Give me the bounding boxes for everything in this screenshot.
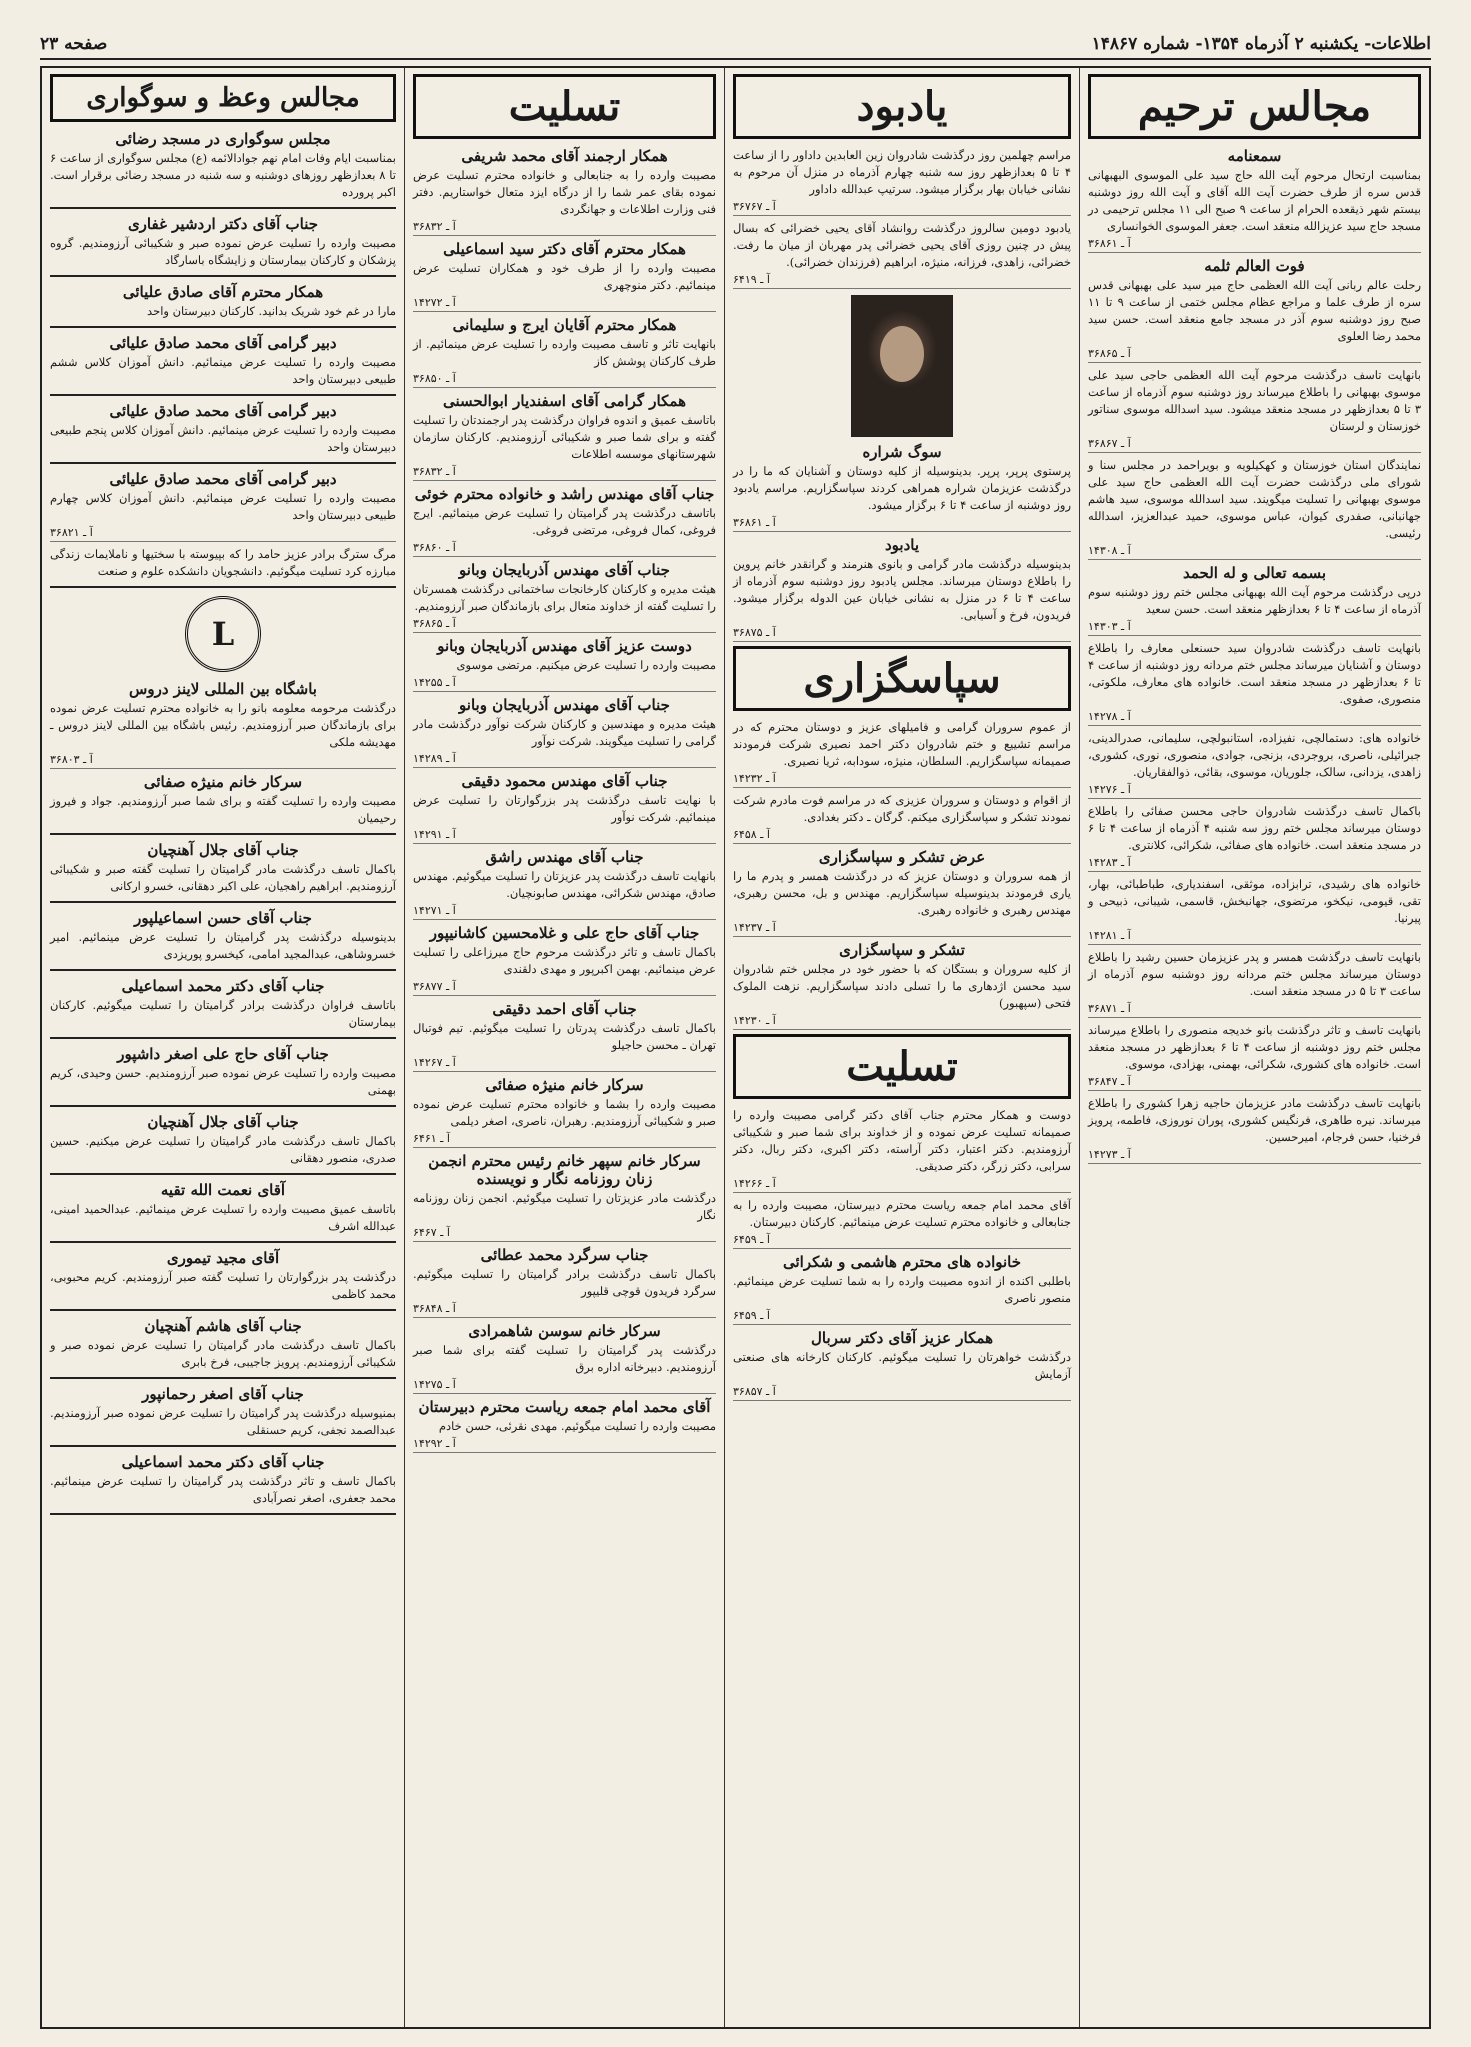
notice-heading: جناب آقای حاج علی اصغر داشپور <box>117 1045 329 1063</box>
notice-heading: همکار ارجمند آقای محمد شریفی <box>461 147 668 165</box>
notice-divider <box>50 833 396 835</box>
issue-line: اطلاعات- یکشنبه ۲ آذرماه ۱۳۵۴- شماره ۱۴۸۶۷ <box>1091 34 1431 54</box>
notice-text: درگذشت خواهرتان را تسلیت میگوئیم. کارکنان کارخانه های صنعتی آزمایش <box>733 1350 1071 1381</box>
notice-text: از کلیه سروران و بستگان که با حضور خود در مجلس ختم شادروان سید محسن اژدهاری ما را تسلی دادند سپاسگزاریم. نزهت الملوک فتحی (سپهبور) <box>733 962 1071 1010</box>
notice-item <box>413 1322 716 1394</box>
notice-item <box>50 773 396 835</box>
notice-divider <box>50 1445 396 1447</box>
notice-item <box>413 924 716 996</box>
notice-item <box>1088 730 1421 799</box>
notice-text: بانهایت تاسف درگذشت مرحوم آیت الله العظمی حاجی سید علی موسوی بهبهانی را باطلاع میرساند روز دوشنبه سوم آذرماه از ساعت ۳ تا ۵ بعدازظهر در مسجد منعقد میشود. سید اسدالله موسوی سناتور خوزستان و لرستان <box>1088 368 1422 433</box>
notice-item <box>50 1181 396 1243</box>
notice-item <box>50 1113 396 1175</box>
notice-text: مراسم چهلمین روز درگذشت شادروان زین العابدین داداور را از ساعت ۴ تا ۵ بعدازظهر روز سه شنبه چهارم آذرماه در منزل آن مرحوم به نشانی خیابان بهار برگزار میشود. سرتیپ عبدالله داداور <box>733 148 1071 196</box>
notice-code: آ ـ ۳۶۸۰۳ <box>50 753 396 769</box>
notice-code: آ ـ ۱۴۲۷۳ <box>1088 1148 1421 1164</box>
notice-heading: همکار گرامی آقای اسفندیار ابوالحسنی <box>443 392 686 410</box>
notice-text: مصیبت وارده را تسلیت عرض نموده صبر و شکیبائی آرزومندیم. گروه پزشکان و کارکنان بیمارستان و زایشگاه باسارگاد <box>50 236 396 267</box>
notice-heading: بسمه تعالی و له الحمد <box>1182 564 1327 582</box>
notice-divider <box>50 969 396 971</box>
notice-item <box>50 1045 396 1107</box>
notice-heading: دوست عزیز آقای مهندس آذربایجان وبانو <box>437 637 692 655</box>
page-header <box>40 30 1431 60</box>
notice-item <box>50 546 396 588</box>
notice-item <box>1088 1095 1421 1164</box>
column-mourning-gatherings <box>42 68 404 2027</box>
notice-heading: جناب آقای حاج علی و غلامحسین کاشانیپور <box>429 924 700 942</box>
notice-code: آ ـ ۳۶۸۶۵ <box>1088 347 1421 363</box>
notice-item <box>413 1152 716 1242</box>
notice-text: دوست و همکار محترم جناب آقای دکتر گرامی مصیبت وارده را صمیمانه تسلیت عرض نموده و از خداوند برای شما صبر و شکیبائی آرزومندیم. دکتر اعتبار، دکتر آراسته، دکتر اکبری، دکتر ربال، دکتر سرابی، دکتر زرگر، دکتر صدیقی. <box>733 1108 1071 1173</box>
notice-item <box>1088 147 1421 253</box>
notice-text: مصیبت وارده را تسلیت میگوئیم. مهدی نقرئی، حسن خادم <box>438 1419 716 1433</box>
notice-item <box>413 147 716 236</box>
notice-code: آ ـ ۶۴۱۹ <box>733 273 1071 289</box>
notice-text: باکمال تاسف درگذشت مادر گرامیتان را تسلیت گفته صبر و شکیبائی آرزومندیم. ابراهیم راهجیان، علی اکبر دهقانی، خسرو ارکانی <box>50 862 396 893</box>
notice-text: از عموم سروران گرامی و فامیلهای عزیز و دوستان محترم که در مراسم تشییع و ختم شادروان دکتر احمد نصیری شرکت فرمودند صمیمانه سپاسگزاریم. السلطان، منیژه، سودابه، ثریا نصیری. <box>733 720 1071 768</box>
notice-divider <box>50 275 396 277</box>
notice-text: مرگ سترگ برادر عزیز حامد را که بپیوسته با سختیها و ناملایمات زندگی مبارزه کرد تسلیت میگوئیم. دانشجویان دانشکده علوم و صنعت <box>50 547 396 578</box>
notice-item <box>413 1076 716 1148</box>
notice-code: آ ـ ۶۴۶۱ <box>413 1132 716 1148</box>
notice-code: آ ـ ۱۴۲۸۹ <box>413 752 716 768</box>
notice-divider <box>50 1173 396 1175</box>
notice-item <box>50 215 396 277</box>
notice-item <box>50 402 396 464</box>
notice-item <box>50 1453 396 1515</box>
notice-code: آ ـ ۳۶۸۳۲ <box>413 220 716 236</box>
notice-heading: سرکار خانم منیژه صفائی <box>485 1076 644 1094</box>
notice-item <box>733 536 1071 642</box>
notice-item <box>50 130 396 209</box>
notice-divider <box>50 1037 396 1039</box>
notice-code: آ ـ ۳۶۸۲۱ <box>50 526 396 542</box>
notice-code: آ ـ ۱۴۲۳۲ <box>733 772 1071 788</box>
notice-text: بانهایت تاسف درگذشت مادر عزیزمان حاجیه زهرا کشوری را باطلاع میرساند. نیره طاهری، فرنگیس کشوری، پوران نوروزی، فاطمه، پرویز فرخنیا، حسن فرجام، امیرحسین. <box>1088 1096 1421 1144</box>
notice-item <box>50 977 396 1039</box>
notice-heading: همکار عزیز آقای دکتر سربال <box>810 1329 993 1347</box>
notice-item <box>1088 949 1421 1018</box>
notice-text: مصیبت وارده را تسلیت گفته و برای شما صبر آرزومندیم. جواد و فیروز رحیمیان <box>50 794 396 825</box>
notice-item <box>1088 640 1421 726</box>
notice-text: نمایندگان استان خوزستان و کهکیلویه و بویراحمد در مجلس سنا و شورای ملی درگذشت حضرت آیت الله العظمی حاج سید علی موسوی بهبهانی را تسلیت میگویند. سید اسدالله موسوی، سید هاشم جهانبانی، صفدری کیوان، عباس موسوی، حمید عبدالعزیز، اسدالله رئیسی. <box>1088 458 1421 540</box>
page-number: صفحه ۲۳ <box>40 34 108 54</box>
notice-item <box>413 240 716 312</box>
notice-heading: آقای مجید تیموری <box>166 1249 280 1267</box>
notice-code: آ ـ ۳۶۷۶۷ <box>733 200 1071 216</box>
lions-club-logo-icon: L <box>185 596 261 672</box>
notice-divider <box>50 1241 396 1243</box>
notice-text: با نهایت تاسف درگذشت پدر بزرگوارتان را تسلیت عرض مینمائیم. شرکت نوآور <box>413 793 716 824</box>
notice-divider <box>50 1513 396 1515</box>
portrait-photo <box>851 295 953 437</box>
notice-heading: فوت العالم ثلمه <box>1204 257 1305 275</box>
notice-item <box>733 147 1071 216</box>
notice-code: آ ـ ۳۶۸۷۷ <box>413 980 716 996</box>
notice-text: بمناسبت ایام وفات امام نهم جوادالائمه (ع) مجلس سوگواری از ساعت ۶ تا ۸ بعدازظهر روزهای دوشنبه و سه شنبه در مسجد رضائی برقرار است. اکبر پرورده <box>50 151 396 199</box>
notice-heading: جناب آقای مهندس راشق <box>485 848 644 866</box>
notice-text: باکمال تاسف و تاثر درگذشت مرحوم حاج میرزاعلی را تسلیت عرض مینمائیم. بهمن اکبرپور و مهدی دلقندی <box>413 945 716 976</box>
notice-divider <box>50 1377 396 1379</box>
section-title: تسلیت <box>733 1034 1071 1099</box>
notice-divider <box>50 586 396 588</box>
notice-item <box>50 1249 396 1311</box>
notice-item <box>1088 876 1421 945</box>
notice-item <box>733 719 1071 788</box>
notice-heading: خانواده های محترم هاشمی و شکرائی <box>782 1253 1022 1271</box>
notice-text: باکمال تاسف و تاثر درگذشت پدر گرامیتان را تسلیت عرض مینمائیم. محمد جعفری، اصغر نصرآبادی <box>50 1474 396 1505</box>
notice-code: آ ـ ۳۶۸۶۰ <box>413 541 716 557</box>
notice-text: بدینوسیله درگذشت پدر گرامیتان را تسلیت عرض مینمائیم. امیر خسروشاهی، عبدالمجید امامی، کیخسرو پوریزدی <box>50 930 396 961</box>
section-title: یادبود <box>733 74 1071 139</box>
notice-code: آ ـ ۱۴۲۷۶ <box>1088 783 1421 799</box>
notice-item <box>50 283 396 328</box>
notice-heading: جناب آقای دکتر محمد اسماعیلی <box>121 977 325 995</box>
notice-item <box>413 1000 716 1072</box>
notice-text: رحلت عالم ربانی آیت الله العظمی حاج میر سید علی بهبهانی قدس سره از طرف علما و مراجع عظام مجلس ختمی از ساعت ۹ تا ۱۱ صبح روز دوشنبه سوم آذر در مسجد جامع منعقد است. حسن سید محمد رضا العلوی <box>1088 278 1421 343</box>
column-memorials <box>1079 68 1429 2027</box>
notice-text: بانهایت تاسف درگذشت همسر و پدر عزیزمان حسین رشید را باطلاع دوستان میرساند مجلس ختم مردانه روز دوشنبه سوم آذرماه از ساعت ۳ تا ۵ در مسجد منعقد است. <box>1088 950 1421 998</box>
notice-text: درپی درگذشت مرحوم آیت الله بهبهانی مجلس ختم روز دوشنبه سوم آذرماه از ساعت ۴ تا ۶ بعدازظهر منعقد است. حسن سعید <box>1088 585 1421 616</box>
notice-text: درگذشت پدر بزرگوارتان را تسلیت گفته صبر آرزومندیم. کریم محبوبی، محمد کاظمی <box>50 1270 396 1301</box>
notice-code: آ ـ ۱۴۲۷۱ <box>413 904 716 920</box>
notice-text: باتاسف عمیق مصیبت وارده را تسلیت عرض مینمائیم. عبدالحمید امینی، عبدالله اشرف <box>50 1202 396 1233</box>
notice-text: باکمال تاسف درگذشت مادر گرامیتان را تسلیت عرض نموده صبر و شکیبائی آرزومندیم. پرویز جاجیبی، فرخ بابری <box>50 1338 396 1369</box>
notice-heading: آقای نعمت الله تقیه <box>160 1181 286 1199</box>
notice-heading: جناب آقای مهندس محمود دقیقی <box>461 772 668 790</box>
notice-item <box>1088 457 1421 560</box>
notice-text: مصیبت وارده را تسلیت عرض مینمائیم. دانش آموزان کلاس چهارم طبیعی دبیرستان واحد <box>50 491 396 522</box>
notice-text: درگذشت پدر گرامیتان را تسلیت گفته برای شما صبر آرزومندیم. دبیرخانه اداره برق <box>413 1343 716 1374</box>
page-frame <box>40 66 1431 2029</box>
column-condolences <box>404 68 724 2027</box>
notice-code: آ ـ ۱۴۲۶۷ <box>413 1056 716 1072</box>
section-title: تسلیت <box>413 74 716 139</box>
notice-heading: عرض تشکر و سپاسگزاری <box>818 848 986 866</box>
notice-item <box>1088 803 1421 872</box>
notice-heading: سوگ شراره <box>862 443 942 461</box>
notice-text: از اقوام و دوستان و سروران عزیزی که در مراسم فوت مادرم شرکت نمودند تشکر و سپاسگزاری میکنم. گرگان ـ دکتر بغدادی. <box>733 793 1071 824</box>
notice-heading: جناب آقای دکتر محمد اسماعیلی <box>121 1453 325 1471</box>
notice-item <box>50 470 396 542</box>
notice-heading: جناب آقای جلال آهنچیان <box>147 841 299 859</box>
notice-text: خانواده های: دستمالچی، نفیزاده، استانبولچی، سلیمانی، صدرالدینی، جبرائیلی، ناصری، بروجردی، بزنجی، جوادی، منصوری، نوری، کشوری، زاهدی، یزدانی، سالک، جلوریان، موسوی، بقائی، ذوالفقاریان. <box>1088 731 1421 779</box>
notice-code: آ ـ ۱۴۲۵۵ <box>413 676 716 692</box>
notice-heading: سمعنامه <box>1227 147 1282 165</box>
notice-code: آ ـ ۳۶۸۷۱ <box>1088 1002 1421 1018</box>
notice-code: آ ـ ۱۴۳۰۳ <box>1088 620 1421 636</box>
notice-text: مصیبت وارده را تسلیت عرض مینمائیم. دانش آموزان کلاس پنجم طبیعی دبیرستان واحد <box>50 423 396 454</box>
notice-code: آ ـ ۱۴۲۷۲ <box>413 296 716 312</box>
notice-code: آ ـ ۶۴۶۷ <box>413 1226 716 1242</box>
notice-heading: مجلس سوگواری در مسجد رضائی <box>115 130 331 148</box>
notice-item <box>733 443 1071 532</box>
notice-item <box>733 1107 1071 1193</box>
notice-item <box>413 696 716 768</box>
notice-code: آ ـ ۱۴۲۸۱ <box>1088 929 1421 945</box>
notice-code: آ ـ ۱۴۲۹۲ <box>413 1437 716 1453</box>
notice-text: از همه سروران و دوستان عزیز که در درگذشت همسر و پدرم ما را یاری فرمودند بدینوسیله سپاسگزاریم. مهندس و بل، محسن رهبری، مهندس رهبری و خانواده رهبری. <box>733 869 1071 917</box>
notice-heading: سرکار خانم سوسن شاهمرادی <box>468 1322 661 1340</box>
notice-item <box>733 848 1071 937</box>
notice-item <box>733 220 1071 289</box>
notice-text: باطلبی اکنده از اندوه مصیبت وارده را به شما تسلیت عرض مینمائیم. منصور ناصری <box>733 1274 1071 1305</box>
notice-code: آ ـ ۳۶۸۴۸ <box>413 1302 716 1318</box>
notice-heading: باشگاه بین المللی لاینز دروس <box>129 680 317 698</box>
notice-heading: یادبود <box>884 536 920 554</box>
notice-item <box>50 1317 396 1379</box>
notice-item <box>1088 1022 1421 1091</box>
notice-item <box>1088 257 1421 363</box>
notice-heading: جناب آقای مهندس آذربایجان وبانو <box>459 561 670 579</box>
notice-heading: جناب آقای هاشم آهنچیان <box>144 1317 302 1335</box>
notice-divider <box>50 1309 396 1311</box>
notice-item <box>733 941 1071 1030</box>
notice-text: آقای محمد امام جمعه ریاست محترم دبیرستان، مصیبت وارده را به جنابعالی و خانواده محترم تسلیت عرض مینمائیم. کارکنان دبیرستان. <box>733 1198 1071 1229</box>
notice-item <box>413 392 716 481</box>
notice-code: آ ـ ۱۴۲۷۸ <box>1088 710 1421 726</box>
notice-item <box>413 1246 716 1318</box>
notice-code: آ ـ ۳۶۸۵۰ <box>413 372 716 388</box>
notice-item <box>733 1253 1071 1325</box>
notice-code: آ ـ ۱۴۲۸۳ <box>1088 856 1421 872</box>
notice-code: آ ـ ۳۶۸۴۷ <box>1088 1075 1421 1091</box>
notice-heading: آقای محمد امام جمعه ریاست محترم دبیرستان <box>418 1398 711 1416</box>
notice-code: آ ـ ۳۶۸۶۱ <box>733 516 1071 532</box>
notice-heading: جناب آقای اصغر رحمانپور <box>142 1385 304 1403</box>
notice-heading: سرکار خانم سپهر خانم رئیس محترم انجمن زنان روزنامه نگار و نویسنده <box>428 1152 701 1188</box>
notice-code: آ ـ ۳۶۸۶۷ <box>1088 437 1421 453</box>
notice-heading: دبیر گرامی آقای محمد صادق علیائی <box>109 470 337 488</box>
notice-item <box>50 334 396 396</box>
notice-item <box>413 637 716 692</box>
notice-divider <box>50 394 396 396</box>
notice-heading: جناب آقای دکتر اردشیر غفاری <box>127 215 319 233</box>
notice-text: باتاسف فراوان درگذشت برادر گرامیتان را تسلیت میگوئیم. کارکنان بیمارستان <box>50 998 396 1029</box>
notice-text: بمناسبت ارتحال مرحوم آیت الله حاج سید علی الموسوی البهبهانی قدس سره از طرف حضرت آیت الله آقای و آیت الله روز دوشنبه بیستم شهر ذیقعده الحرام از ساعت ۹ صبح الی ۱۱ مجلس ترحیمی در مسجد حاج سید عزیزالله منعقد است. جعفر الموسوی الخوانساری <box>1088 168 1421 233</box>
notice-code: آ ـ ۳۶۸۷۵ <box>733 626 1071 642</box>
notice-text: بانهایت تاسف درگذشت پدر عزیزتان را تسلیت میگوئیم. مهندس صادق، مهندس شکرائی، مهندس صابونچیان. <box>413 869 716 900</box>
notice-code: آ ـ ۱۴۳۰۸ <box>1088 544 1421 560</box>
notice-item <box>733 792 1071 844</box>
notice-code: آ ـ ۶۴۵۹ <box>733 1233 1071 1249</box>
notice-code: آ ـ ۱۴۲۹۱ <box>413 828 716 844</box>
section-title: مجالس ترحیم <box>1088 74 1421 139</box>
notice-text: بانهایت تاسف درگذشت شادروان سید حسنعلی معارف را باطلاع دوستان و آشنایان میرساند مجلس ختم مردانه روز دوشنبه از ساعت ۴ تا ۶ بعدازظهر در مسجد منعقد است. خانواده های معارف، ملکوتی، منصوری، صفوی. <box>1088 641 1421 706</box>
notice-text: باتاسف عمیق و اندوه فراوان درگذشت پدر ارجمندتان را تسلیت گفته و برای شما صبر و شکیبائی آرزومندیم. کارکنان سازمان شهرستانهای موسسه اطلاعات <box>413 413 716 461</box>
notice-item <box>413 772 716 844</box>
notice-heading: تشکر و سپاسگزاری <box>839 941 965 959</box>
notice-text: مصیبت وارده را به جنابعالی و خانواده محترم تسلیت عرض نموده بقای عمر شما را از درگاه ایزد متعال خواستاریم. دفتر فنی وزارت اطلاعات و جهانگردی <box>413 168 716 216</box>
notice-text: خانواده های رشیدی، ترابزاده، موثقی، اسفندیاری، طباطبائی، بهار، تقی، قیومی، نیکخو، مرتضوی، جهانبخش، قاسمی، شیبانی، ذبیحی و پیرنیا. <box>1088 877 1421 925</box>
notice-item <box>413 316 716 388</box>
notice-divider <box>50 901 396 903</box>
notice-heading: جناب آقای حسن اسماعیلپور <box>134 909 312 927</box>
notice-code: آ ـ ۱۴۲۳۰ <box>733 1014 1071 1030</box>
notice-heading: جناب آقای جلال آهنچیان <box>147 1113 299 1131</box>
notice-item <box>413 848 716 920</box>
notice-item <box>1088 367 1421 453</box>
notice-item <box>50 680 396 769</box>
section-title: مجالس وعظ و سوگواری <box>50 74 396 122</box>
notice-text: بانهایت تاسف و تاثر درگذشت بانو خدیجه منصوری را باطلاع میرساند مجلس ختم روز دوشنبه از ساعت ۴ تا ۶ بعدازظهر در مسجد منعقد است. خانواده های کشوری، شکرائی، بهمنی، بهزادی، موسوی. <box>1088 1023 1421 1071</box>
notice-heading: همکار محترم آقای صادق علیائی <box>122 283 324 301</box>
notice-code: آ ـ ۱۴۲۷۵ <box>413 1378 716 1394</box>
notice-divider <box>50 207 396 209</box>
notice-item <box>413 1398 716 1453</box>
notice-item <box>50 1385 396 1447</box>
notice-heading: جناب آقای مهندس آذربایجان وبانو <box>459 696 670 714</box>
notice-heading: همکار محترم آقایان ایرج و سلیمانی <box>452 316 677 334</box>
notice-heading: جناب سرگرد محمد عطائی <box>480 1246 649 1264</box>
notice-item <box>50 841 396 903</box>
notice-heading: همکار محترم آقای دکتر سید اسماعیلی <box>443 240 686 258</box>
notice-item <box>733 1197 1071 1249</box>
notice-divider <box>50 462 396 464</box>
notice-text: باکمال تاسف درگذشت مادر گرامیتان را تسلیت عرض میکنیم. حسین صدری، منصور دهقانی <box>50 1134 396 1165</box>
notice-text: مصیبت وارده را از طرف خود و همکاران تسلیت عرض مینمائیم. دکتر منوچهری <box>413 261 716 292</box>
notice-item <box>733 1329 1071 1401</box>
notice-text: بانهایت تاثر و تاسف مصیبت وارده را تسلیت عرض مینمائیم. از طرف کارکنان پوشش کاز <box>413 337 716 368</box>
notice-text: یادبود دومین سالروز درگذشت روانشاد آقای یحیی خضرائی که بسال پیش در چنین روزی آقای یحیی خضرائی پدر مهربان از میان ما رفت. خضرائی، زاهدی، فرزانه، منیژه، ابراهیم (فرزندان خضرائی). <box>733 221 1071 269</box>
notice-text: مصیبت وارده را تسلیت عرض میکنیم. مرتضی موسوی <box>456 658 716 672</box>
notice-text: باتاسف درگذشت پدر گرامیتان را تسلیت عرض مینمائیم. ایرج فروغی، کمال فروغی، مرتضی فروغی. <box>413 506 716 537</box>
notice-text: هیئت مدیره و مهندسین و کارکنان شرکت نوآور درگذشت مادر گرامی را تسلیت میگویند. شرکت نوآور <box>413 717 716 748</box>
notice-text: بمنیوسیله درگذشت پدر گرامیتان را تسلیت عرض نموده صبر آرزومندیم. عبدالصمد نجفی، کریم حسنقلی <box>50 1406 396 1437</box>
notice-code: آ ـ ۳۶۸۶۵ <box>413 617 716 633</box>
notice-text: درگذشت مادر عزیزتان را تسلیت میگوئیم. انجمن زنان روزنامه نگار <box>413 1191 716 1222</box>
notice-code: آ ـ ۱۴۲۶۶ <box>733 1177 1071 1193</box>
section-title: سپاسگزاری <box>733 646 1071 711</box>
notice-heading: جناب آقای احمد دقیقی <box>492 1000 637 1018</box>
notice-text: مصیبت وارده را بشما و خانواده محترم تسلیت عرض نموده صبر و شکیبائی آرزومندیم. رهبران، ناصری، اصغر دیلمی <box>413 1097 716 1128</box>
notice-item <box>413 485 716 557</box>
notice-code: آ ـ ۳۶۸۶۱ <box>1088 237 1421 253</box>
notice-item <box>50 909 396 971</box>
notice-heading: جناب آقای مهندس راشد و خانواده محترم خوئی <box>414 485 715 503</box>
notice-heading: سرکار خانم منیژه صفائی <box>143 773 303 791</box>
notice-text: پرستوی پرپر، پرپر. بدینوسیله از کلیه دوستان و آشنایان که ما را در درگذشت عزیزمان شراره همراهی کردند سپاسگزاریم. مراسم یادبود روز دوشنبه از ساعت ۴ تا ۶ برگزار میشود. <box>733 464 1071 512</box>
notice-item <box>413 561 716 633</box>
notice-text: درگذشت مرحومه معلومه بانو را به خانواده محترم تسلیت عرض نموده برای بازماندگان صبر آرزومندیم. رئیس باشگاه بین المللی لاینز دروس ـ مهدیشه ملکی <box>50 701 396 749</box>
notice-code: آ ـ ۶۴۵۹ <box>733 1309 1071 1325</box>
notice-text: باکمال تاسف درگذشت شادروان حاجی محسن صفائی را باطلاع دوستان میرساند مجلس ختم روز سه شنبه ۴ آذرماه از ساعت ۴ تا ۶ در مسجد منعقد است. خانواده های صفائی، شکرائی، کلانتری. <box>1088 804 1421 852</box>
notice-divider <box>50 1105 396 1107</box>
notice-text: باکمال تاسف درگذشت پدرتان را تسلیت میگوئیم. تیم فوتبال تهران ـ محسن حاجیلو <box>413 1021 716 1052</box>
column-remembrance <box>724 68 1079 2027</box>
notice-text: هیئت مدیره و کارکنان کارخانجات ساختمانی درگذشت همسرتان را تسلیت گفته از خداوند متعال برای بازماندگان صبر آرزومندیم. <box>413 582 716 613</box>
notice-code: آ ـ ۱۴۲۳۷ <box>733 921 1071 937</box>
notice-divider <box>50 326 396 328</box>
notice-text: مارا در غم خود شریک بدانید. کارکنان دبیرستان واحد <box>147 304 396 318</box>
notice-text: مصیبت وارده را تسلیت عرض مینمائیم. دانش آموزان کلاس ششم طبیعی دبیرستان واحد <box>50 355 396 386</box>
notice-heading: دبیر گرامی آقای محمد صادق علیائی <box>109 402 337 420</box>
notice-text: مصیبت وارده را تسلیت عرض نموده صبر آرزومندیم. حسن وحیدی، کریم بهمنی <box>50 1066 396 1097</box>
notice-heading: دبیر گرامی آقای محمد صادق علیائی <box>109 334 337 352</box>
notice-item <box>1088 564 1421 636</box>
notice-code: آ ـ ۶۴۵۸ <box>733 828 1071 844</box>
notice-code: آ ـ ۳۶۸۵۷ <box>733 1385 1071 1401</box>
notice-text: باکمال تاسف درگذشت برادر گرامیتان را تسلیت میگوئیم. سرگرد فریدون قوچی قلیپور <box>413 1267 716 1298</box>
notice-text: بدینوسیله درگذشت مادر گرامی و بانوی هنرمند و گرانقدر خانم پروین را باطلاع دوستان میرساند. مجلس یادبود روز دوشنبه سوم آذرماه از ساعت ۴ تا ۶ در منزل به نشانی خیابان عین الدوله برگزار میشود. فریدون، فرخ و آسیابی. <box>733 557 1072 622</box>
notice-code: آ ـ ۳۶۸۳۲ <box>413 465 716 481</box>
